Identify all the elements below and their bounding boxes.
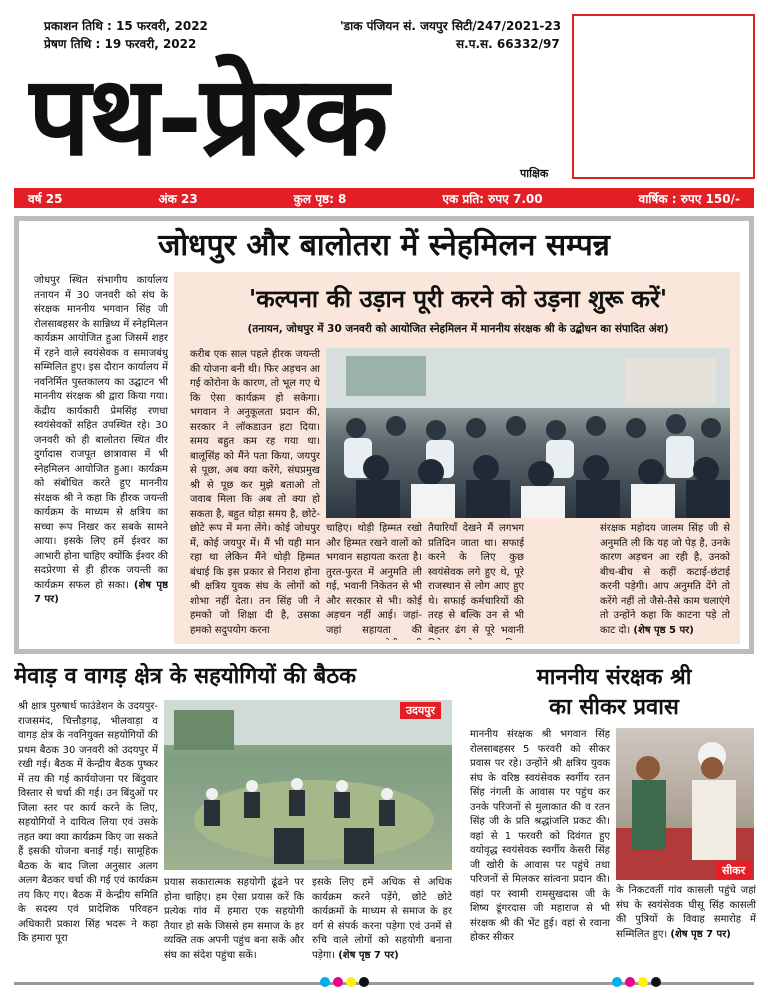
sikar-column-2 [616,884,756,970]
yellow-mark [638,977,648,987]
inner-story-col4-body: संरक्षक महोदय जालम सिंह जी से अनुमति ली कि यह जो पेड़ है, उनके कारण अड़चन आ रही है, उनको बीच-बीच से कहीं कटाई-छंटाई करनी पड़ेगी। आप अनुमति देंगे तो करेंगे नहीं तो जैसे-तैसे काम चलाएंगे तो उन्होंने कहा कि काटना पड़े तो काट दो। [600,523,730,636]
yellow-mark [346,977,356,987]
top-story-body: जोधपुर स्थित संभागीय कार्यालय तनायन में 30 जनवरी को संघ के संरक्षक माननीय भगवान सिंह जी रोलसाबहसर के सान्निध्य में स्नेहमिलन कार्यक्रम आयोजित हुआ जिसमें शहर में रहने वाले स्वयंसेवक व समाजबंधु सम्मिलित हुए। इस दौरान कार्यालय में नवनिर्मित पुस्तकालय का उद्घाटन भी माननीय संरक्षक श्री द्वारा किया गया। केंद्रीय कार्यकारी प्रेमसिंह रणधा स्वयंसेवकों सहित उपस्थित रहे। 30 जनवरी को ही बालोतरा स्थित वीर दुर्गादास राजपूत छात्रावास में भी स्नेहमिलन आयोजित हुआ। कार्यक्रम को संबोधित करते हुए माननीय संरक्षक श्री ने कहा कि हीरक जयन्ती कार्यक्रम के माध्यम से क्षत्रिय का सच्चा रूप निखर कर सबके सामने आया। इसके लिए हमें ईश्वर का आभारी होना चाहिए क्योंकि ईश्वर की सदप्रेरणा से ही हीरक जयन्ती का कार्यक्रम सफल हो सका। [34,275,168,591]
top-story-headline: जोधपुर और बालोतरा में स्नेहमिलन सम्पन्न [158,228,610,263]
sikar-photo-tag: सीकर [716,862,751,879]
inner-story-column-1: करीब एक साल पहले हीरक जयन्ती की योजना बनी थी। फिर अड़चन आ गई कोरोना के कारण, तो भूल गए थे कि ऐसा कार्यक्रम हो सकेगा। भगवान ने अनुकूलता प्रदान की, सरकार ने लॉकडाउन हटा दिया। समय बहुत कम रह गया था। बालूसिंह को मैंने पता किया, जयपुर से पूछा, अब क्या करेंगे, संघप्रमुख श्री से पूछ कर मुझे बताओ तो जवाब मिला कि अब तो क्या हो सकता है, बहुत थोड़ा समय है, छोटे-छोटे रूप में मना लेंगे। कोई जोधपुर में, कोई जयपुर में। मैं भी यही मान रहा था लेकिन मैंने थोड़ी हिम्मत बंधाई कि इस प्रकार से निराश होना श्री क्षत्रिय युवक संघ के लोगों को शोभा नहीं देता। तन सिंह जी ने हमको जो शिक्षा दी है, उसका हमको सदुपयोग करना [190,349,320,636]
inner-story-column-2: चाहिए। थोड़ी हिम्मत रखो और हिम्मत रखने वालों को भगवान सहायता करता है। तुरत-फुरत में अनुमति ली गई, भवानी निकेतन से भी और सरकार से भी। कोई अड़चन नहीं आई। जहां-जहां सहायता की [326,523,422,636]
sikar-visit-headline-line2: का सीकर प्रवास [549,694,679,720]
inner-story-headline: 'कल्पना की उड़ान पूरी करने को उड़ना शुरू करें' [248,284,668,313]
black-mark [651,977,661,987]
black-mark [359,977,369,987]
registration-marks-right [612,977,661,987]
udaipur-col3-body: इसके लिए हमें अधिक से अधिक कार्यक्रम करने पड़ेंगे, छोटे छोटे कार्यक्रमों के माध्यम से समाज के हर वर्ग से संपर्क करना पड़ेगा एवं उनमें से रुचि वाले लोगों को सहयोगी बनाना पड़ेगा। [312,877,452,961]
sikar-col2-body: के निकटवर्ती गांव कासली पहुंचे जहां संघ के स्वयंसेवक घीसू सिंह कासली की पुत्रियों के विवाह समारोह में सम्मिलित हुए। [616,885,756,940]
single-copy-price: एक प्रति: रुपए 7.00 [442,191,543,206]
udaipur-meeting-photo [164,700,452,870]
inner-story-column-3: तैयारियाँ देखने मैं लगभग प्रतिदिन जाता था। सफाई करने के लिए कुछ स्वयंसेवक लगे हुए थे, पूरे राजस्थान से लोग आए हुए थे। सफाई कर्मचारियों की तरह से बल्कि उन से भी बेहतर ढंग से पूरे भवानी [428,523,524,636]
cyan-mark [320,977,330,987]
address-box [572,14,755,179]
continued-label: (शेष पृष्ठ 7 पर) [338,949,399,961]
registration-marks [320,977,369,987]
cyan-mark [612,977,622,987]
issue-number: अंक 23 [158,191,198,206]
continued-label: (शेष पृष्ठ 7 पर) [34,579,168,605]
publish-date: प्रकाशन तिथि : 15 फरवरी, 2022 [44,19,208,33]
jodhpur-meeting-photo [326,348,730,518]
masthead-title: पथ-प्रेरक [28,52,387,180]
top-story-left-column [34,274,168,634]
issue-info-bar [14,188,754,208]
sikar-visit-photo [616,728,754,880]
udaipur-column-3 [312,876,452,972]
udaipur-photo-tag: उदयपुर [400,702,441,719]
postal-registration: 'डाक पंजियन सं. जयपुर सिटी/247/2021-23 [340,19,562,33]
rni-number: स.प.स. 66332/97 [456,37,560,51]
volume-year: वर्ष 25 [28,191,63,206]
udaipur-column-1: श्री क्षात्र पुरुषार्थ फाउंडेशन के उदयपुर- राजसमंद, चित्तौड़गढ़, भीलवाड़ा व वागड़ क्षेत्र के नवनियुक्त सहयोगियों की प्रथम बैठक 30 जनवरी को उदयपुर में रखी गई। बैठक में केन्द्रीय बैठक पुष्कर में तय की गई कार्ययोजना पर बिंदुवार विस्तार से चर्चा की गई। उन बिंदुओं पर जिला स्तर पर कार्य करने के लिए, सहयोगियों ने दायित्व लिया एवं उसके तहत क्या क्या कार्यक्रम किए जा सकते हैं इसकी योजना बनाई गई। सामूहिक बैठक के बाद जिला अनुसार अलग अलग बैठकर चर्चा की गई एवं कार्यक्रम तय किए गए। बैठक में केन्द्रीय समिति के सदस्य एवं प्रादेशिक परिवहन अधिकारी प्रकाश सिंह भदरू ने कहा कि हमारा पूरा [18,701,158,944]
dispatch-date: प्रेषण तिथि : 19 फरवरी, 2022 [44,37,197,51]
continued-label: (शेष पृष्ठ 5 पर) [633,624,694,636]
audience-illustration [326,348,730,518]
total-pages: कुल पृष्ठ: 8 [293,191,347,206]
circle-meeting-illustration [164,700,452,870]
sikar-visit-headline-line1: माननीय संरक्षक श्री [536,664,692,690]
frequency-label: पाक्षिक [520,167,549,180]
udaipur-column-2: प्रयास सकारात्मक सहयोगी ढूंढने पर होना चाहिए। हम ऐसा प्रयास करें कि प्रत्येक गांव में हमारा एक सहयोगी तैयार हो सके जिससे हम समाज के हर व्यक्ति तक अपनी पहुंच बना सकें और संघ का संदेश पहुंचा सकें। [164,877,304,961]
annual-price: वार्षिक : रुपए 150/- [638,191,740,206]
inner-story-column-4 [530,522,730,640]
two-men-illustration [616,728,754,880]
inner-story-subhead: (तनायन, जोधपुर में 30 जनवरी को आयोजित स्नेहमिलन में माननीय संरक्षक श्री के उद्बोधन का संपादित अंश) [247,323,669,335]
continued-label: (शेष पृष्ठ 7 पर) [670,928,731,940]
magenta-mark [333,977,343,987]
magenta-mark [625,977,635,987]
sikar-column-1: माननीय संरक्षक श्री भगवान सिंह रोलसाबहसर 5 फरवरी को सीकर प्रवास पर रहे। उन्होंने श्री क्षत्रिय युवक संघ के वरिष्ठ स्वयंसेवक स्वर्गीय रतन सिंह नंगली के आवास पर पहुंच कर उनके परिजनों से मुलाकात की व रतन सिंह जी के प्रति श्रद्धांजलि प्रकट की। वहां से 1 फरवरी को दिवंगत हुए वयोवृद्ध स्वयंसेवक स्वर्गीय केसरी सिंह जी खोरी के आवास पर पहुंचे तथा परिजनों से मिलकर सांत्वना प्रदान की। वहां पर स्वामी रामसुखदास जी के शिष्य डूंगरदास जी महाराज से भी संरक्षक श्री की भेंट हुई। वहां से रवाना होकर सीकर [470,729,610,943]
udaipur-meeting-headline: मेवाड़ व वागड़ क्षेत्र के सहयोगियों की बैठक [14,663,356,689]
